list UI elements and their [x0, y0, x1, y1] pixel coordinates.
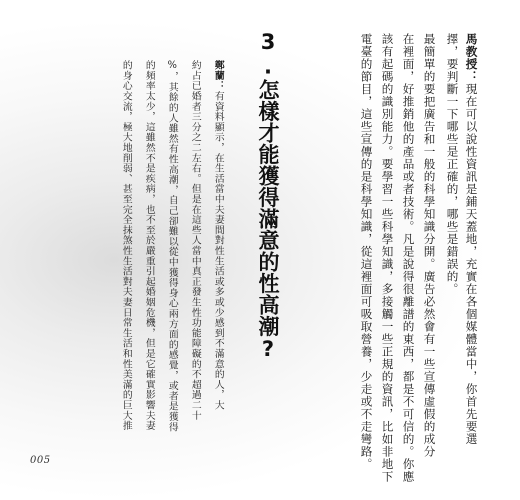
text-column: 最簡單的要把廣告和一般的科學知識分開。廣告必然會有一些宣傳虛假的成分 — [422, 33, 437, 458]
text-column: 鄭蘭：有資料顯示，在生活當中夫妻間對性生活或多或少感到不滿意的人，大 — [212, 60, 224, 411]
text-column: 在裡面，好推銷他的產品或者技術。凡是說得很離譜的東西，都是不可信的。你應 — [401, 33, 416, 483]
text-column: 該有起碼的識別能力。要學習一些科學知識，多接觸一些正規的資訊，比如非地下 — [380, 33, 395, 483]
page-number: 005 — [30, 455, 51, 466]
speaker-label: 鄭蘭： — [212, 60, 224, 91]
chapter-title: 3.怎樣才能獲得滿意的性高潮? — [256, 30, 280, 362]
text-column: %，其餘的人雖然有性高潮，自己卻難以從中獲得身心兩方面的感覺，或者是獲得 — [166, 60, 178, 432]
text-column: 電臺的節目，這些宣傳的是科學知識，從這裡面可吸取營養，少走或不走彎路。 — [359, 33, 374, 471]
text-column: 的身心交流，極大地削弱、甚至完全抹煞性生活對夫妻日常生活和性美滿的巨大推 — [120, 60, 132, 431]
text-column: 擇，要判斷一下哪些是正確的，哪些是錯誤的。 — [445, 33, 460, 296]
speaker-label: 馬教授： — [464, 33, 479, 83]
text-column: 約占已婚者三分之二左右。但是在這些人當中真正發生性功能障礙的不超過二十 — [189, 60, 201, 421]
text-column: 馬教授：現在可以說性資訊是鋪天蓋地，充實在各個媒體當中，你首先要選 — [464, 33, 479, 446]
text-column: 的頻率太少，這雖然不是疾病，也不至於嚴重引起婚姻危機，但是它確實影響夫妻 — [143, 60, 155, 431]
